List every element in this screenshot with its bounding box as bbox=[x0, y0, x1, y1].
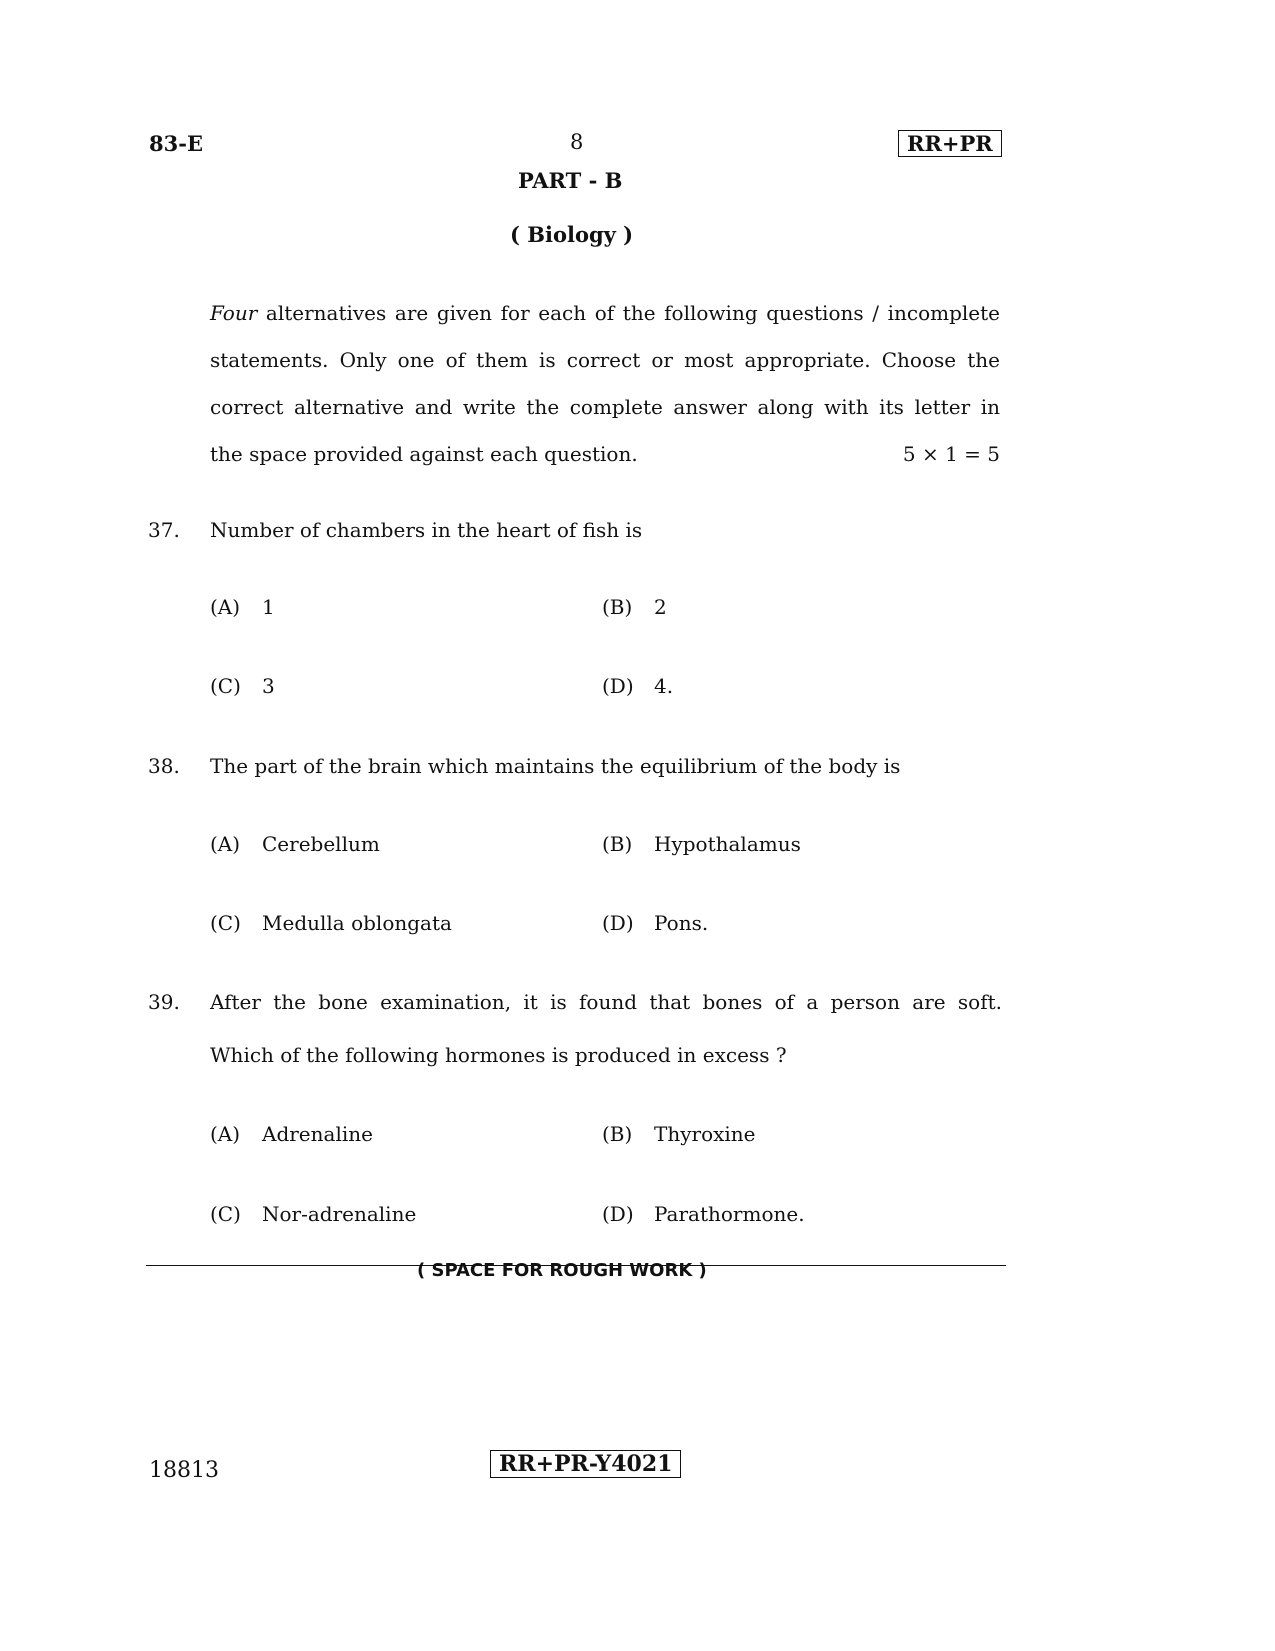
option-letter: (A) bbox=[210, 832, 241, 856]
option-text: 1 bbox=[262, 595, 275, 619]
option-letter: (B) bbox=[602, 1122, 633, 1146]
option-letter: (C) bbox=[210, 1202, 241, 1226]
question-number: 38. bbox=[148, 754, 180, 778]
instructions-line-1 bbox=[210, 290, 1000, 337]
option-letter: (A) bbox=[210, 595, 241, 619]
instructions-line-3: correct alternative and write the complete answer along with its letter in bbox=[210, 395, 1000, 419]
instructions bbox=[210, 290, 1000, 478]
instructions-line-2: statements. Only one of them is correct or most appropriate. Choose the bbox=[210, 348, 1000, 372]
paper-code: 83-E bbox=[149, 131, 203, 156]
question-number: 39. bbox=[148, 990, 180, 1014]
option-letter: (D) bbox=[602, 1202, 634, 1226]
option-text: Thyroxine bbox=[654, 1122, 756, 1146]
subject-title: ( Biology ) bbox=[510, 222, 634, 247]
option-letter: (C) bbox=[210, 911, 241, 935]
option-letter: (D) bbox=[602, 674, 634, 698]
question-text: Number of chambers in the heart of fish is bbox=[210, 518, 643, 542]
option-text: 4. bbox=[654, 674, 674, 698]
option-letter: (C) bbox=[210, 674, 241, 698]
part-title: PART - B bbox=[518, 168, 623, 193]
series-box: RR+PR bbox=[898, 130, 1002, 157]
footer-code-box: RR+PR-Y4021 bbox=[490, 1450, 681, 1478]
question-text: The part of the brain which maintains the equilibrium of the body is bbox=[210, 754, 901, 778]
option-text: Pons. bbox=[654, 911, 709, 935]
option-text: Medulla oblongata bbox=[262, 911, 452, 935]
page-number: 8 bbox=[570, 130, 584, 154]
question-text-line-2: Which of the following hormones is produced in excess ? bbox=[210, 1043, 787, 1067]
question-number: 37. bbox=[148, 518, 180, 542]
option-letter: (B) bbox=[602, 832, 633, 856]
option-text: 2 bbox=[654, 595, 667, 619]
option-letter: (B) bbox=[602, 595, 633, 619]
option-text: 3 bbox=[262, 674, 275, 698]
instructions-line-1-text: alternatives are given for each of the following questions / incomplete bbox=[265, 301, 1001, 325]
option-text: Adrenaline bbox=[262, 1122, 373, 1146]
option-text: Hypothalamus bbox=[654, 832, 801, 856]
instructions-line-4 bbox=[210, 431, 1000, 478]
instructions-line-4-text: the space provided against each question. bbox=[210, 442, 638, 466]
rough-work-label: ( SPACE FOR ROUGH WORK ) bbox=[417, 1260, 707, 1281]
footer-number: 18813 bbox=[149, 1458, 219, 1483]
question-text-line-1: After the bone examination, it is found that bones of a person are soft. bbox=[210, 990, 1002, 1014]
option-text: Parathormone. bbox=[654, 1202, 805, 1226]
marks: 5 × 1 = 5 bbox=[902, 442, 1000, 466]
option-text: Nor-adrenaline bbox=[262, 1202, 417, 1226]
option-letter: (A) bbox=[210, 1122, 241, 1146]
instructions-emphasis: Four bbox=[210, 301, 258, 325]
option-text: Cerebellum bbox=[262, 832, 380, 856]
option-letter: (D) bbox=[602, 911, 634, 935]
